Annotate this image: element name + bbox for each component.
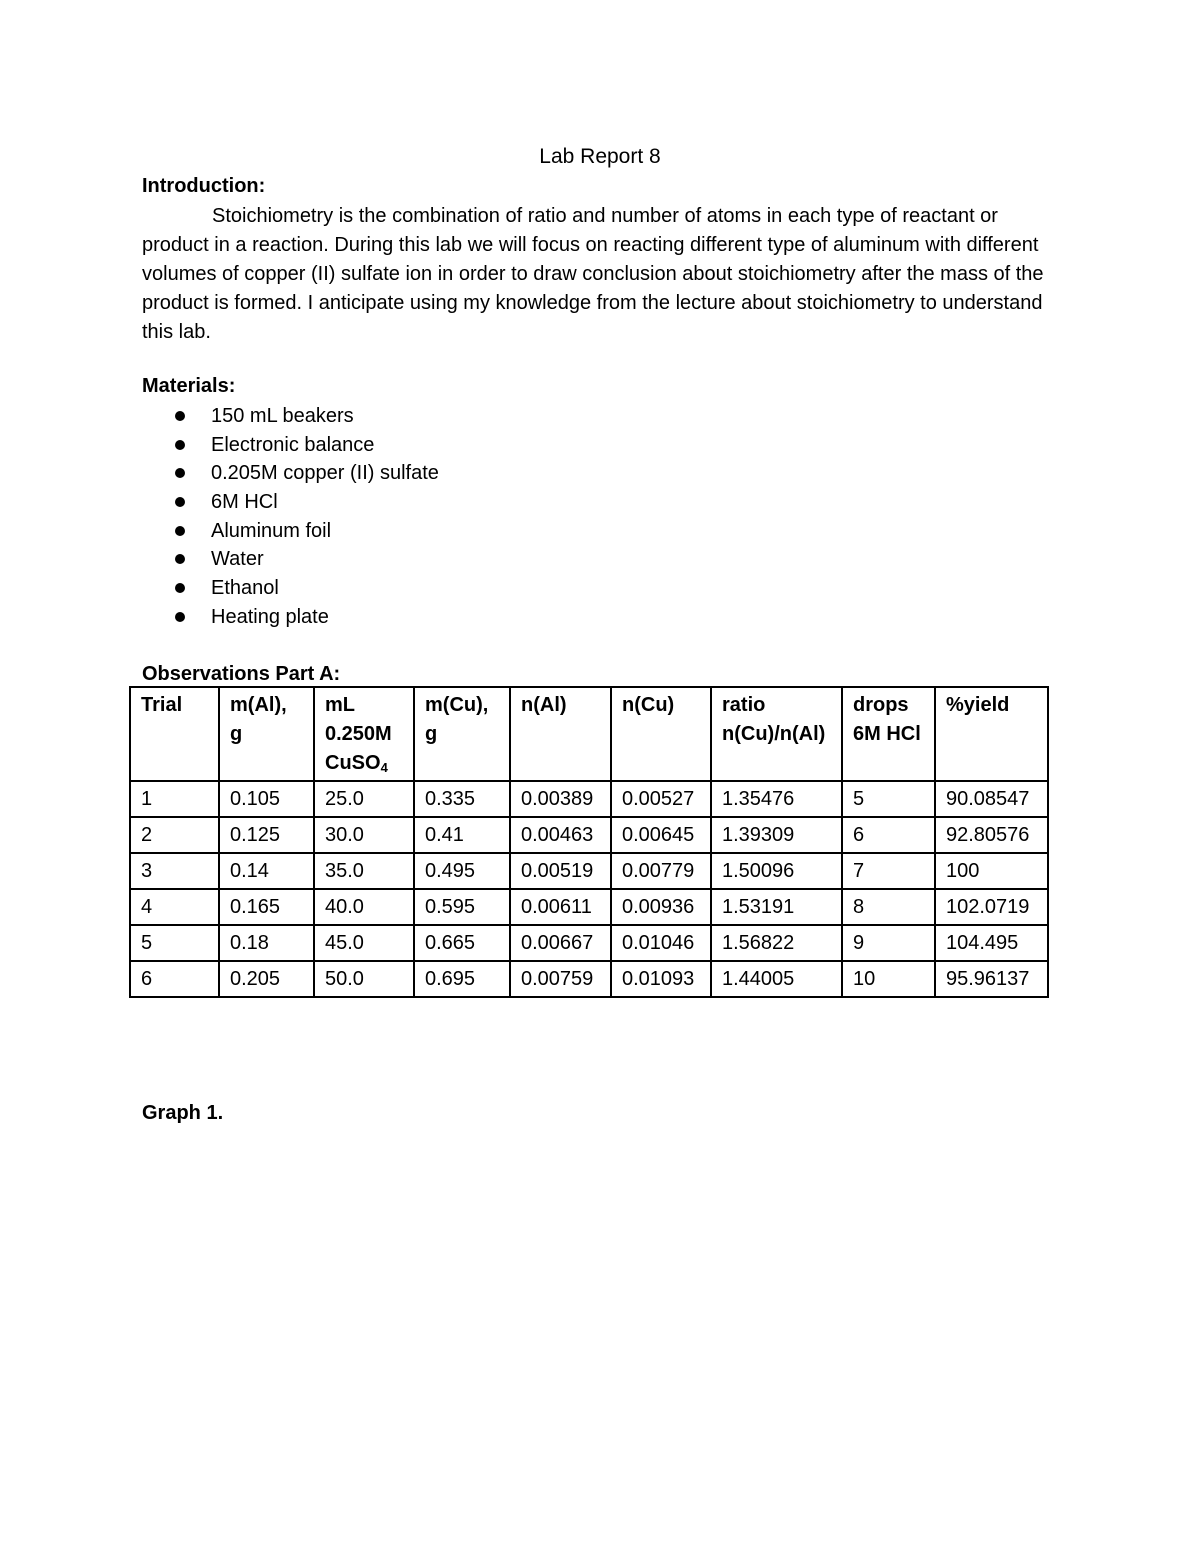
introduction-paragraph: Stoichiometry is the combination of ratio and number of atoms in each type of reactant or product in a reaction. During this lab we will focus on reacting different type of aluminum with different volumes of copper (II) sulfate ion in order to draw conclusion about stoichiometry after the mass of the product is formed. I anticipate using my knowledge from the lecture about stoichiometry to understand this lab.	[142, 205, 1044, 343]
cell-drops-hcl: 10	[842, 961, 935, 997]
cell-volume-cuso4: 40.0	[314, 889, 414, 925]
bullet-icon	[175, 612, 185, 622]
bullet-icon	[175, 526, 185, 536]
header-moles-cu: n(Cu)	[611, 687, 711, 781]
header-trial: Trial	[130, 687, 219, 781]
cell-ratio: 1.56822	[711, 925, 842, 961]
cell-percent-yield: 95.96137	[935, 961, 1048, 997]
materials-item: 6M HCl	[142, 488, 439, 517]
table-row	[130, 961, 1048, 997]
cell-percent-yield: 104.495	[935, 925, 1048, 961]
cell-ratio: 1.39309	[711, 817, 842, 853]
cell-moles-al: 0.00667	[510, 925, 611, 961]
header-drops-hcl: drops 6M HCl	[842, 687, 935, 781]
table-row	[130, 925, 1048, 961]
cell-drops-hcl: 9	[842, 925, 935, 961]
cell-volume-cuso4: 25.0	[314, 781, 414, 817]
materials-item: 0.205M copper (II) sulfate	[142, 459, 439, 488]
cell-moles-cu: 0.01046	[611, 925, 711, 961]
bullet-icon	[175, 411, 185, 421]
header-volume-cuso4: mL 0.250M CuSO$_4$	[314, 687, 414, 781]
cell-moles-al: 0.00519	[510, 853, 611, 889]
table-row	[130, 817, 1048, 853]
cell-percent-yield: 92.80576	[935, 817, 1048, 853]
bullet-icon	[175, 497, 185, 507]
observations-heading: Observations Part A:	[142, 663, 341, 685]
cell-trial: 2	[130, 817, 219, 853]
header-ratio: ratio n(Cu)/n(Al)	[711, 687, 842, 781]
cell-trial: 1	[130, 781, 219, 817]
cell-mass-cu: 0.665	[414, 925, 510, 961]
cell-mass-al: 0.125	[219, 817, 314, 853]
cell-ratio: 1.53191	[711, 889, 842, 925]
introduction-heading: Introduction:	[142, 175, 266, 197]
cell-moles-al: 0.00611	[510, 889, 611, 925]
cell-mass-al: 0.14	[219, 853, 314, 889]
cell-trial: 6	[130, 961, 219, 997]
materials-item: Heating plate	[142, 603, 439, 632]
bullet-icon	[175, 554, 185, 564]
cell-trial: 3	[130, 853, 219, 889]
cell-volume-cuso4: 30.0	[314, 817, 414, 853]
cell-moles-cu: 0.00936	[611, 889, 711, 925]
header-percent-yield: %yield	[935, 687, 1048, 781]
cell-drops-hcl: 8	[842, 889, 935, 925]
table-header-row	[130, 687, 1048, 781]
cell-mass-cu: 0.41	[414, 817, 510, 853]
cell-ratio: 1.50096	[711, 853, 842, 889]
cell-mass-cu: 0.335	[414, 781, 510, 817]
materials-heading: Materials:	[142, 375, 236, 397]
cell-mass-al: 0.165	[219, 889, 314, 925]
materials-item: 150 mL beakers	[142, 402, 439, 431]
materials-item: Ethanol	[142, 574, 439, 603]
cell-percent-yield: 102.0719	[935, 889, 1048, 925]
table-row	[130, 781, 1048, 817]
cell-mass-cu: 0.695	[414, 961, 510, 997]
observations-table	[129, 686, 1049, 998]
cell-volume-cuso4: 50.0	[314, 961, 414, 997]
bullet-icon	[175, 583, 185, 593]
header-moles-al: n(Al)	[510, 687, 611, 781]
table-row	[130, 889, 1048, 925]
bullet-icon	[175, 468, 185, 478]
table-body	[130, 781, 1048, 997]
cell-drops-hcl: 5	[842, 781, 935, 817]
cell-percent-yield: 100	[935, 853, 1048, 889]
materials-item: Electronic balance	[142, 431, 439, 460]
materials-item: Water	[142, 545, 439, 574]
table-row	[130, 853, 1048, 889]
cell-volume-cuso4: 45.0	[314, 925, 414, 961]
cell-mass-al: 0.105	[219, 781, 314, 817]
cell-drops-hcl: 7	[842, 853, 935, 889]
cell-ratio: 1.35476	[711, 781, 842, 817]
cell-moles-cu: 0.01093	[611, 961, 711, 997]
cell-trial: 4	[130, 889, 219, 925]
cell-moles-cu: 0.00527	[611, 781, 711, 817]
materials-list	[142, 402, 439, 632]
header-mass-cu: m(Cu), g	[414, 687, 510, 781]
cell-trial: 5	[130, 925, 219, 961]
cell-moles-al: 0.00389	[510, 781, 611, 817]
cell-drops-hcl: 6	[842, 817, 935, 853]
cell-moles-al: 0.00463	[510, 817, 611, 853]
cell-mass-cu: 0.495	[414, 853, 510, 889]
cell-moles-cu: 0.00645	[611, 817, 711, 853]
cell-mass-cu: 0.595	[414, 889, 510, 925]
cell-ratio: 1.44005	[711, 961, 842, 997]
cell-percent-yield: 90.08547	[935, 781, 1048, 817]
cell-mass-al: 0.205	[219, 961, 314, 997]
bullet-icon	[175, 440, 185, 450]
cell-moles-al: 0.00759	[510, 961, 611, 997]
cell-moles-cu: 0.00779	[611, 853, 711, 889]
materials-item: Aluminum foil	[142, 517, 439, 546]
document-title: Lab Report 8	[539, 145, 661, 168]
header-mass-al: m(Al), g	[219, 687, 314, 781]
graph-heading: Graph 1.	[142, 1102, 224, 1124]
cell-volume-cuso4: 35.0	[314, 853, 414, 889]
cell-mass-al: 0.18	[219, 925, 314, 961]
